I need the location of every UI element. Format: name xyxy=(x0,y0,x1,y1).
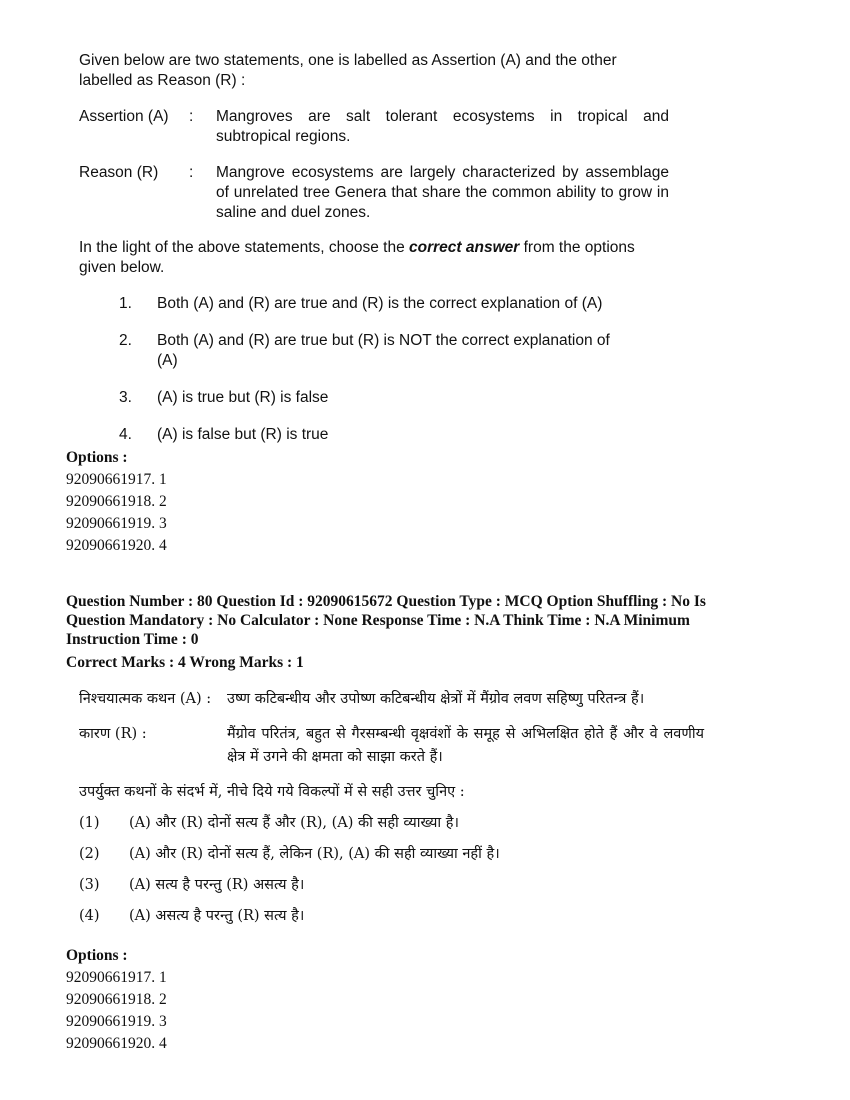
q80-choice-num: (1) xyxy=(79,815,100,831)
q79-option-id: 92090661919. 3 xyxy=(66,515,167,532)
q79-assertion-text: Mangroves are salt tolerant ecosystems in tropical and subtropical regions. xyxy=(216,108,669,145)
q79-reason-colon: : xyxy=(189,164,194,181)
q80-marks: Correct Marks : 4 Wrong Marks : 1 xyxy=(66,654,304,671)
q80-choice-num: (4) xyxy=(79,908,100,924)
q79-prompt-after: from the options given below. xyxy=(79,239,635,276)
q79-choice-num: 4. xyxy=(119,426,132,443)
q80-assertion-label: निश्चयात्मक कथन (A) : xyxy=(79,691,212,707)
q80-option-id: 92090661919. 3 xyxy=(66,1013,167,1030)
q80-metadata xyxy=(66,592,766,672)
q80-meta-line: Question Number : 80 Question Id : 92090615672 Question Type : MCQ Option Shuffling : No Is Question Mandatory : No Calculator : None Response Time : N.A Think Time : N.A Minimum Instruction Time : 0 xyxy=(66,593,706,648)
q79-prompt-bold: correct answer xyxy=(409,239,520,256)
q79-choice-num: 2. xyxy=(119,332,132,349)
q80-reason xyxy=(79,723,704,769)
q79-english-block xyxy=(79,51,669,445)
q79-choice-text: Both (A) and (R) are true and (R) is the correct explanation of (A) xyxy=(157,295,603,312)
q80-choice-text: (A) सत्य है परन्तु (R) असत्य है। xyxy=(129,877,305,893)
q80-prompt: उपर्युक्त कथनों के संदर्भ में, नीचे दिये गये विकल्पों में से सही उत्तर चुनिए : xyxy=(79,784,465,800)
q80-options-heading: Options : xyxy=(66,947,128,964)
q80-choice-num: (3) xyxy=(79,877,100,893)
q80-choice xyxy=(79,843,704,866)
q80-choice-num: (2) xyxy=(79,846,100,862)
q79-reason-label: Reason (R) xyxy=(79,164,159,181)
q79-option-id: 92090661917. 1 xyxy=(66,471,167,488)
q80-assertion xyxy=(79,688,704,711)
q80-choice xyxy=(79,874,704,897)
q79-choice-num: 1. xyxy=(119,295,132,312)
q79-choice xyxy=(119,388,669,408)
q80-choice xyxy=(79,905,704,928)
q79-choice-text: Both (A) and (R) are true but (R) is NOT the correct explanation of (A) xyxy=(157,332,610,369)
q79-choice xyxy=(119,294,669,314)
q79-option-id: 92090661920. 4 xyxy=(66,537,167,554)
q80-choice-text: (A) और (R) दोनों सत्य हैं, लेकिन (R), (A) की सही व्याख्या नहीं है। xyxy=(129,846,500,862)
q79-prompt-before: In the light of the above statements, choose the xyxy=(79,239,410,256)
q80-option-id: 92090661918. 2 xyxy=(66,991,167,1008)
q80-choice-text: (A) असत्य है परन्तु (R) सत्य है। xyxy=(129,908,305,924)
q79-choice xyxy=(119,425,669,445)
q79-assertion-colon: : xyxy=(189,108,194,125)
q79-assertion xyxy=(79,107,669,147)
q79-intro: Given below are two statements, one is labelled as Assertion (A) and the other labelled as Reason (R) : xyxy=(79,52,617,89)
q80-reason-text: मैंग्रोव परितंत्र, बहुत से गैरसम्बन्धी वृक्षवंशों के समूह से अभिलक्षित होते हैं और वे लवणीय क्षेत्र में उगने की क्षमता को साझा करते हैं। xyxy=(227,726,704,765)
q79-options xyxy=(66,447,167,557)
q79-assertion-label: Assertion (A) xyxy=(79,108,169,125)
q80-choice-text: (A) और (R) दोनों सत्य हैं और (R), (A) की सही व्याख्या है। xyxy=(129,815,459,831)
q79-options-heading: Options : xyxy=(66,449,128,466)
q79-choice xyxy=(119,331,669,371)
q79-choice-text: (A) is true but (R) is false xyxy=(157,389,329,406)
q80-options xyxy=(66,945,167,1055)
q79-prompt xyxy=(79,238,669,278)
q79-reason-text: Mangrove ecosystems are largely characterized by assemblage of unrelated tree Genera that share the common ability to grow in saline and duel zones. xyxy=(216,164,669,221)
q79-choice-num: 3. xyxy=(119,389,132,406)
q79-option-id: 92090661918. 2 xyxy=(66,493,167,510)
q80-reason-label: कारण (R) : xyxy=(79,726,147,742)
q80-option-id: 92090661920. 4 xyxy=(66,1035,167,1052)
q80-assertion-text: उष्ण कटिबन्धीय और उपोष्ण कटिबन्धीय क्षेत्रों में मैंग्रोव लवण सहिष्णु परितन्त्र हैं। xyxy=(227,691,645,707)
q80-hindi-block xyxy=(79,688,704,928)
q80-choice xyxy=(79,812,704,835)
q80-option-id: 92090661917. 1 xyxy=(66,969,167,986)
q79-choice-text: (A) is false but (R) is true xyxy=(157,426,329,443)
q79-reason xyxy=(79,163,669,223)
